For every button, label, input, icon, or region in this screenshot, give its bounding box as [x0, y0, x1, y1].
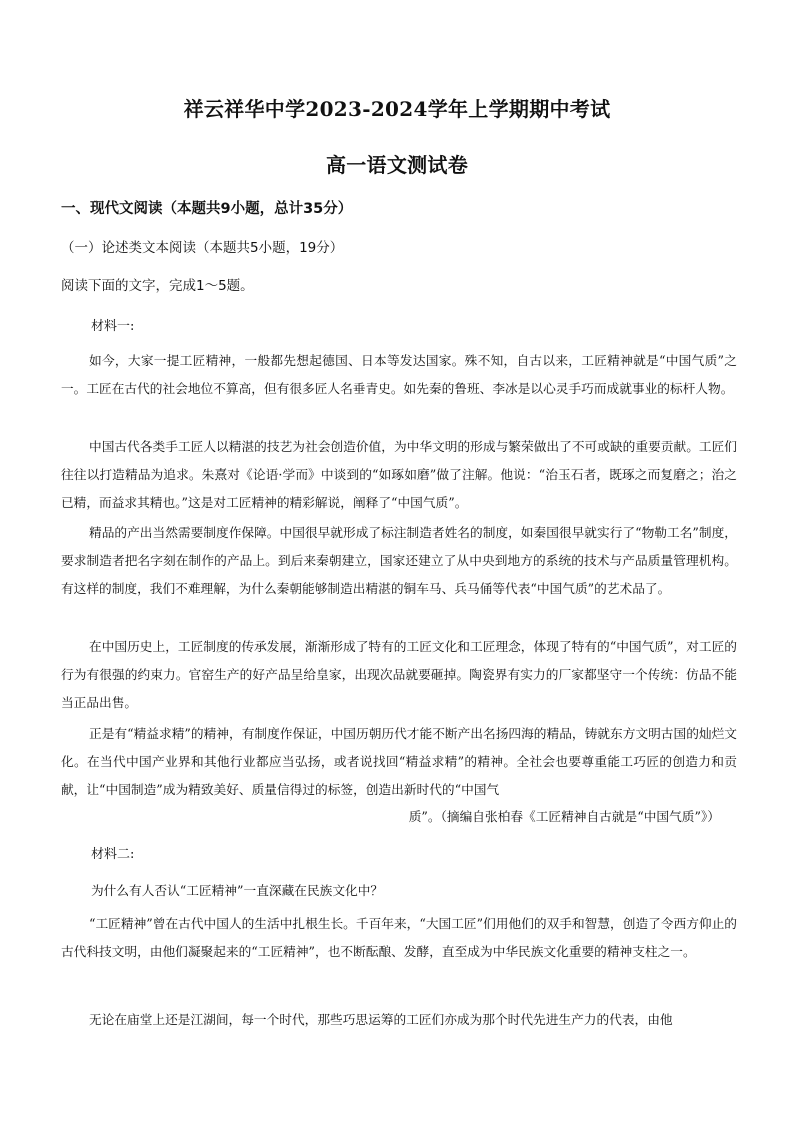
exam-title: 祥云祥华中学2023-2024学年上学期期中考试	[183, 97, 611, 121]
material-two-paragraph: “工匠精神”曾在古代中国人的生活中扎根生长。千百年来，“大国工匠”们用他们的双手和智慧，创造了令西方仰止的古代科技文明，由他们凝聚起来的“工匠精神”，也不断酝酿、发酵，直至成为中华民族文化重要的精神支柱之一。	[61, 916, 737, 959]
material-two-question: 为什么有人否认“工匠精神”一直深藏在民族文化中？	[91, 883, 384, 898]
citation-text: （摘编自张柏春《工匠精神自古就是“中国气质”》）	[440, 809, 720, 824]
material-two-label: 材料二:	[91, 847, 135, 862]
source-citation	[409, 806, 720, 825]
material-two-paragraph: 无论在庙堂上还是江湖间，每一个时代，那些巧思运筹的工匠们亦成为那个时代先进生产力的代表，由他	[89, 1012, 673, 1027]
material-one-paragraph: 精品的产出当然需要制度作保障。中国很早就形成了标注制造者姓名的制度，如秦国很早就实行了“物勒工名”制度，要求制造者把名字刻在制作的产品上。到后来秦朝建立，国家还建立了从中央到地方的系统的技术与产品质量管理机构。有这样的制度，我们不难理解，为什么秦朝能够制造出精湛的铜车马、兵马俑等代表“中国气质”的艺术品了。	[61, 525, 737, 596]
section-heading: 一、现代文阅读（本题共9小题，总计35分）	[61, 201, 353, 217]
material-one-label: 材料一:	[91, 319, 135, 334]
material-one-paragraph: 在中国历史上，工匠制度的传承发展，渐渐形成了特有的工匠文化和工匠理念，体现了特有的“中国气质”，对工匠的行为有很强的约束力。官窑生产的好产品呈给皇家，出现次品就要砸掉。陶瓷界有实力的厂家都坚守一个传统：仿品不能当正品出售。	[61, 639, 737, 710]
material-one-paragraph: 正是有“精益求精”的精神，有制度作保证，中国历朝历代才能不断产出名扬四海的精品，铸就东方文明古国的灿烂文化。在当代中国产业界和其他行业都应当弘扬，或者说找回“精益求精”的精神。全社会也要尊重能工巧匠的创造力和贡献，让“中国制造”成为精致美好、质量信得过的标签，创造出新时代的“中国气	[61, 726, 737, 797]
paragraph-last-line: 质”。	[408, 809, 441, 824]
material-one-paragraph: 如今，大家一提工匠精神，一般都先想起德国、日本等发达国家。殊不知，自古以来，工匠精神就是“中国气质”之一。工匠在古代的社会地位不算高，但有很多匠人名垂青史。如先秦的鲁班、李冰是以心灵手巧而成就事业的标杆人物。	[61, 353, 737, 396]
reading-instruction: 阅读下面的文字，完成1～5题。	[61, 278, 254, 294]
exam-subtitle: 高一语文测试卷	[325, 153, 469, 177]
subsection-heading: （一）论述类文本阅读（本题共5小题，19分）	[61, 240, 344, 256]
material-one-paragraph: 中国古代各类手工匠人以精湛的技艺为社会创造价值，为中华文明的形成与繁荣做出了不可或缺的重要贡献。工匠们往往以打造精品为追求。朱熹对《论语·学而》中谈到的“如琢如磨”做了注解。他说：“治玉石者，既琢之而复磨之；治之已精，而益求其精也。”这是对工匠精神的精彩解说，阐释了“中国气质”。	[61, 439, 737, 510]
